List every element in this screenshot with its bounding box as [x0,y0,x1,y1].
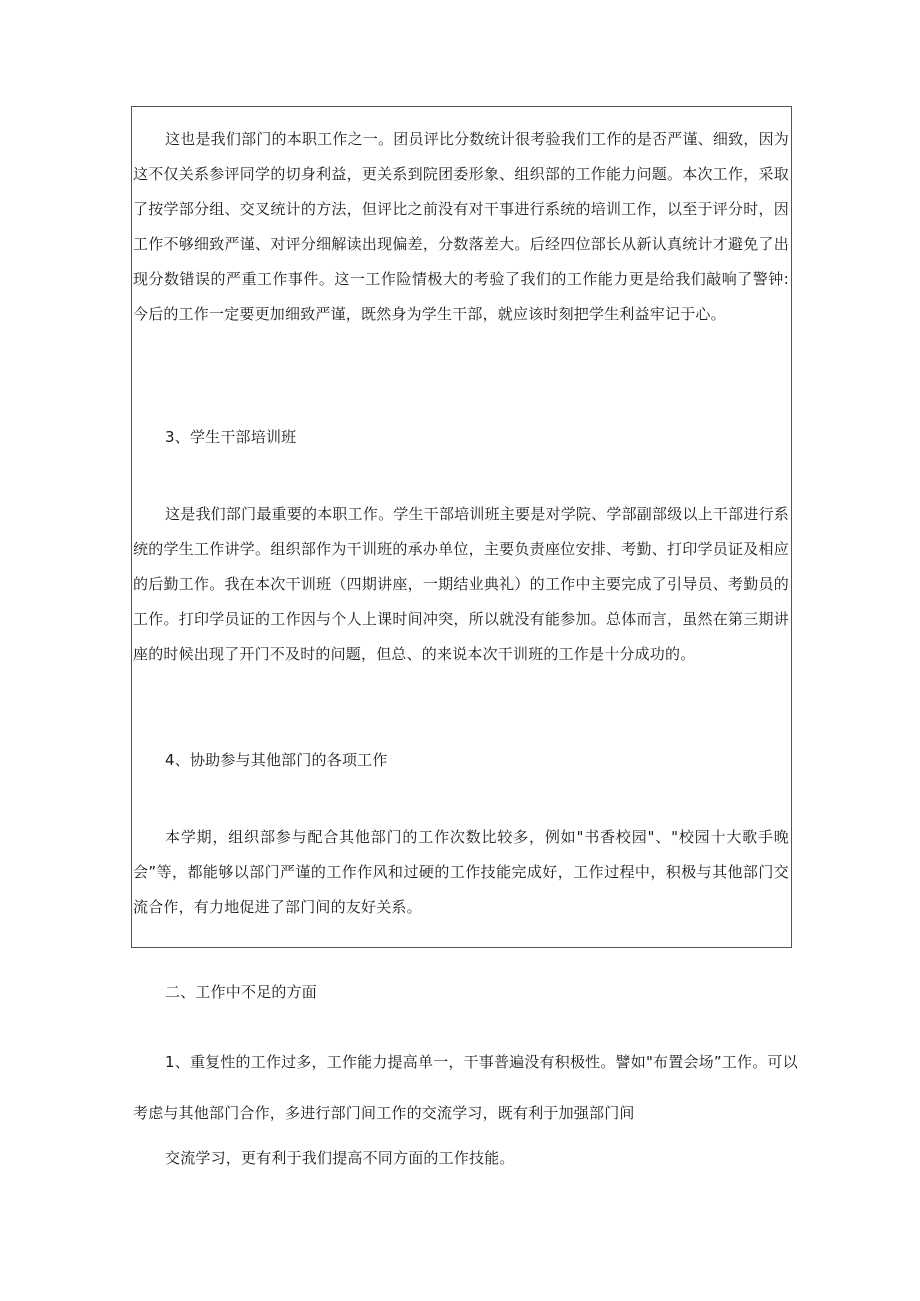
heading-shortcomings: 二、工作中不足的方面 [165,983,318,1001]
heading-cadre-training: 3、学生干部培训班 [165,428,297,446]
paragraph-assist-departments: 本学期，组织部参与配合其他部门的工作次数比较多，例如"书香校园"、"校园十大歌手晚会”等，都能够以部门严谨的工作作风和过硬的工作技能完成好，工作过程中，积极与其他部门交流合作，有力地促进了部门间的友好关系。 [133,828,789,916]
shortcoming-item-1-line-1: 1、重复性的工作过多，工作能力提高单一，干事普遍没有积极性。譬如"布置会场”工作。可以 [165,1053,798,1071]
shortcoming-item-1-line-3: 交流学习，更有利于我们提高不同方面的工作技能。 [165,1149,515,1167]
paragraph-score-statistics: 这也是我们部门的本职工作之一。团员评比分数统计很考验我们工作的是否严谨、细致，因为这不仅关系参评同学的切身利益，更关系到院团委形象、组织部的工作能力问题。本次工作，采取了按学部分组、交叉统计的方法，但评比之前没有对干事进行系统的培训工作，以至于评分时，因工作不够细致严谨、对评分细解读出现偏差，分数落差大。后经四位部长从新认真统计才避免了出现分数错误的严重工作事件。这一工作险情极大的考验了我们的工作能力更是给我们敲响了警钟: 今后的工作一定要更加细致严谨，既然身为学生干部，就应该时刻把学生利益牢记于心。 [133,130,789,323]
paragraph-cadre-training: 这是我们部门最重要的本职工作。学生干部培训班主要是对学院、学部副部级以上干部进行系统的学生工作讲学。组织部作为干训班的承办单位，主要负责座位安排、考勤、打印学员证及相应的后勤工作。我在本次干训班（四期讲座，一期结业典礼）的工作中主要完成了引导员、考勤员的工作。打印学员证的工作因与个人上课时间冲突，所以就没有能参加。总体而言，虽然在第三期讲座的时候出现了开门不及时的问题，但总、的来说本次干训班的工作是十分成功的。 [133,505,789,663]
heading-assist-departments: 4、协助参与其他部门的各项工作 [165,751,388,769]
shortcoming-item-1-line-2: 考虑与其他部门合作，多进行部门间工作的交流学习，既有利于加强部门间 [133,1104,635,1122]
